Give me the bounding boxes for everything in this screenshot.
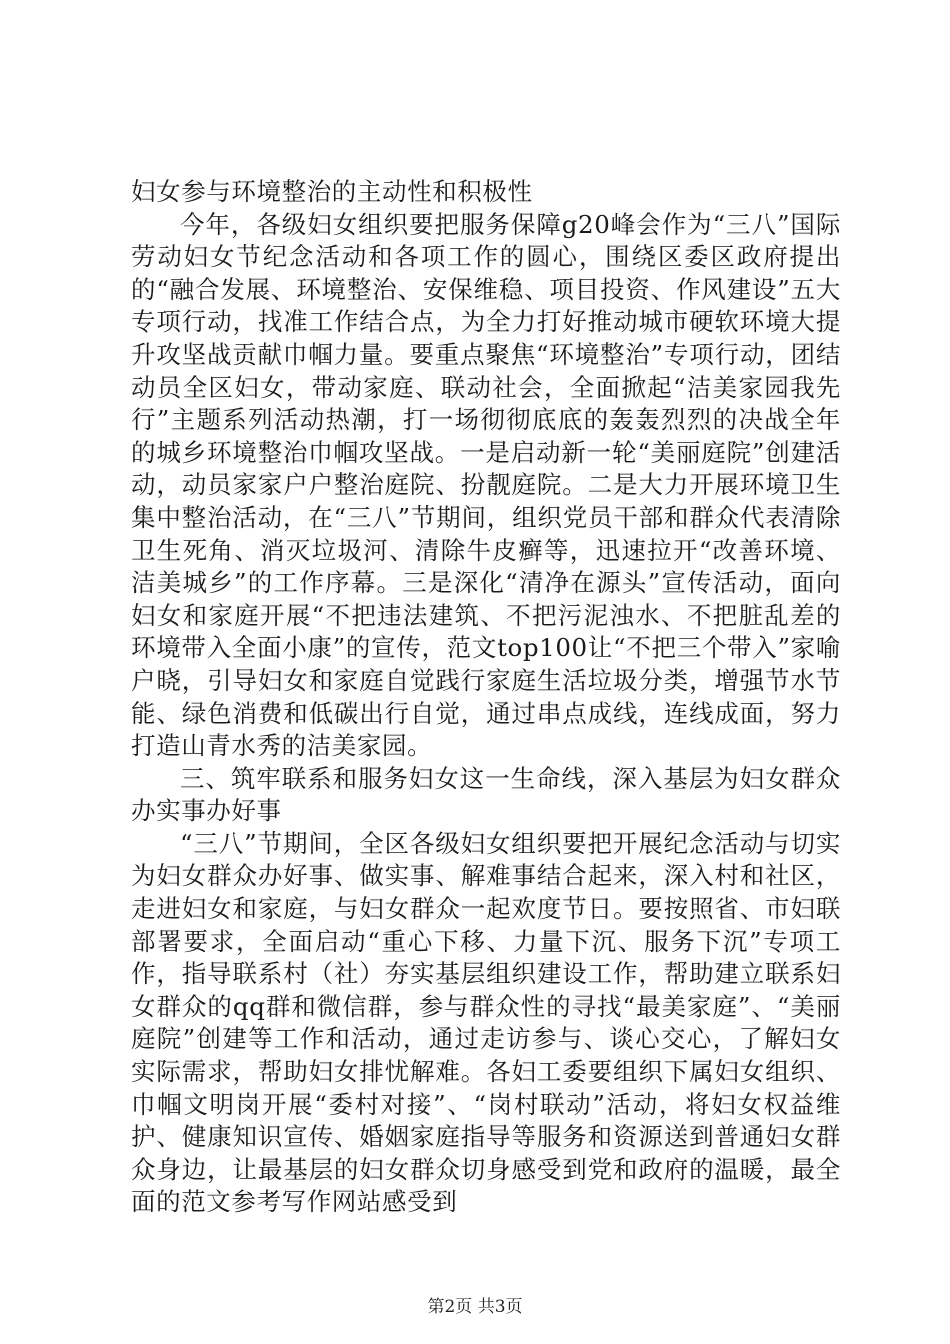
document-body: [131, 176, 841, 1219]
paragraph-environment-action: 今年，各级妇女组织要把服务保障g20峰会作为“三八”国际劳动妇女节纪念活动和各项工作的圆心，围绕区委区政府提出的“融合发展、环境整治、安保维稳、项目投资、作风建设”五大专项行动，找准工作结合点，为全力打好推动城市硬软环境大提升攻坚战贡献巾帼力量。要重点聚焦“环境整治”专项行动，团结动员全区妇女，带动家庭、联动社会，全面掀起“洁美家园我先行”主题系列活动热潮，打一场彻彻底底的轰轰烈烈的决战全年的城乡环境整治巾帼攻坚战。一是启动新一轮“美丽庭院”创建活动，动员家家户户整治庭院、扮靓庭院。二是大力开展环境卫生集中整治活动，在“三八”节期间，组织党员干部和群众代表清除卫生死角、消灭垃圾河、清除牛皮癣等，迅速拉开“改善环境、洁美城乡”的工作序幕。三是深化“清净在源头”宣传活动，面向妇女和家庭开展“不把违法建筑、不把污泥浊水、不把脏乱差的环境带入全面小康”的宣传，范文top100让“不把三个带入”家喻户晓，引导妇女和家庭自觉践行家庭生活垃圾分类，增强节水节能、绿色消费和低碳出行自觉，通过串点成线，连线成面，努力打造山青水秀的洁美家园。: [131, 209, 841, 761]
section-heading-three: 三、筑牢联系和服务妇女这一生命线，深入基层为妇女群众办实事办好事: [131, 763, 841, 826]
paragraph-grassroots-service: “三八”节期间，全区各级妇女组织要把开展纪念活动与切实为妇女群众办好事、做实事、解难事结合起来，深入村和社区，走进妇女和家庭，与妇女群众一起欢度节日。要按照省、市妇联部署要求，全面启动“重心下移、力量下沉、服务下沉”专项工作，指导联系村（社）夯实基层组织建设工作，帮助建立联系妇女群众的qq群和微信群，参与群众性的寻找“最美家庭”、“美丽庭院”创建等工作和活动，通过走访参与、谈心交心，了解妇女实际需求，帮助妇女排忧解难。各妇工委要组织下属妇女组织、巾帼文明岗开展“委村对接”、“岗村联动”活动，将妇女权益维护、健康知识宣传、婚姻家庭指导等服务和资源送到普通妇女群众身边，让最基层的妇女群众切身感受到党和政府的温暖，最全面的范文参考写作网站感受到: [131, 828, 841, 1217]
paragraph-heading-continuation: 妇女参与环境整治的主动性和积极性: [131, 177, 533, 206]
page-footer: 第2页 共3页: [427, 1297, 523, 1317]
